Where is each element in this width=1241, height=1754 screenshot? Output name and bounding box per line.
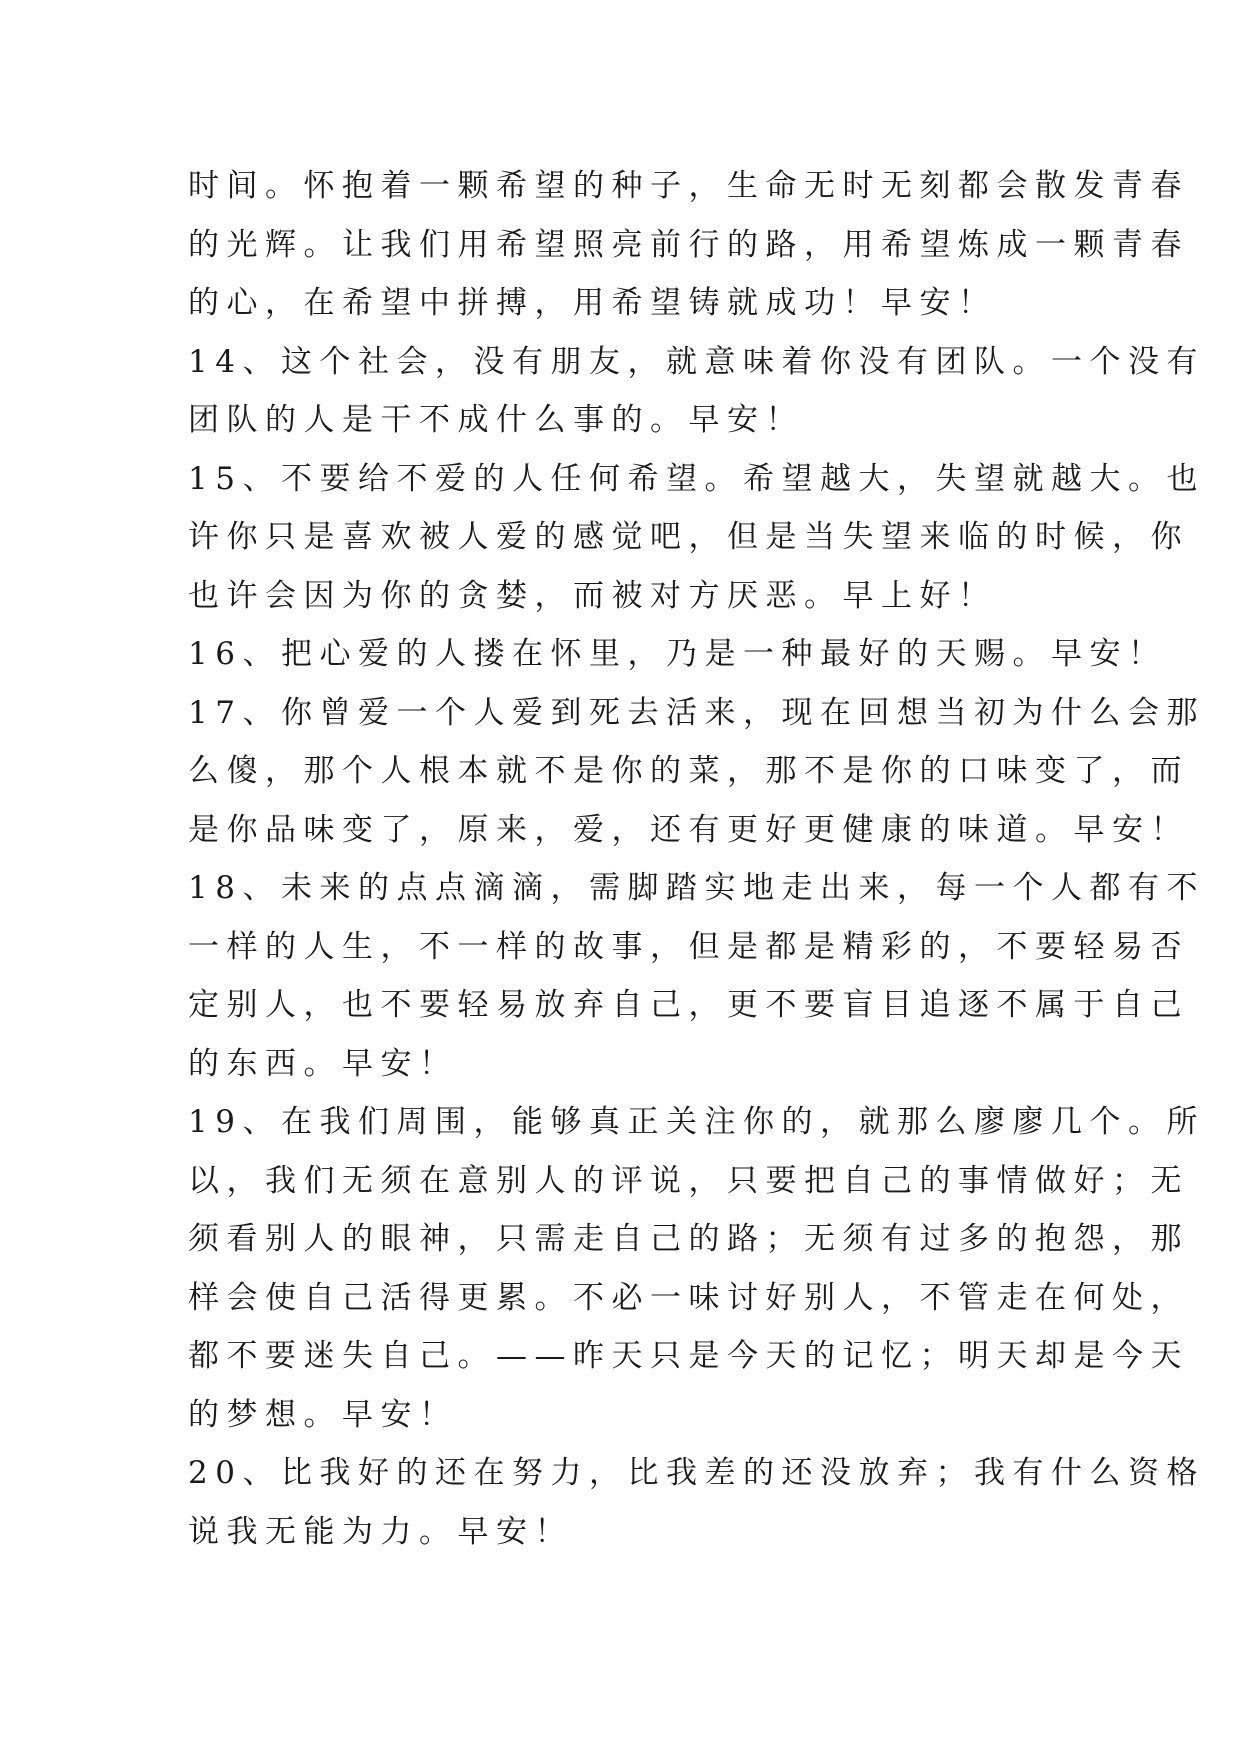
text-line: 以，我们无须在意别人的评说，只要把自己的事情做好；无 bbox=[188, 1162, 1189, 1199]
text-line: 许你只是喜欢被人爱的感觉吧，但是当失望来临的时候，你 bbox=[188, 519, 1189, 555]
text-line: 时间。怀抱着一颗希望的种子，生命无时无刻都会散发青春 bbox=[188, 168, 1189, 204]
text-line: 么傻，那个人根本就不是你的菜，那不是你的口味变了，而 bbox=[188, 753, 1189, 789]
text-line: 定别人，也不要轻易放弃自己，更不要盲目追逐不属于自己 bbox=[188, 987, 1189, 1023]
text-line: 14、这个社会，没有朋友，就意味着你没有团队。一个没有 bbox=[188, 343, 1205, 380]
text-line: 的梦想。早安！ bbox=[188, 1396, 458, 1433]
text-line: 15、不要给不爱的人任何希望。希望越大，失望就越大。也 bbox=[188, 460, 1205, 497]
text-line: 17、你曾爱一个人爱到死去活来，现在回想当初为什么会那 bbox=[188, 694, 1205, 731]
text-line: 都不要迷失自己。——昨天只是今天的记忆；明天却是今天 bbox=[188, 1338, 1189, 1374]
text-line: 的心，在希望中拼搏，用希望铸就成功！早安！ bbox=[188, 285, 997, 321]
text-line: 一样的人生，不一样的故事，但是都是精彩的，不要轻易否 bbox=[188, 928, 1189, 965]
text-line: 16、把心爱的人搂在怀里，乃是一种最好的天赐。早安！ bbox=[188, 636, 1167, 672]
text-line: 也许会因为你的贪婪，而被对方厌恶。早上好！ bbox=[188, 577, 997, 614]
text-line: 的东西。早安！ bbox=[188, 1045, 458, 1082]
text-line: 团队的人是干不成什么事的。早安！ bbox=[188, 402, 804, 438]
text-line: 18、未来的点点滴滴，需脚踏实地走出来，每一个人都有不 bbox=[188, 870, 1205, 906]
text-line: 的光辉。让我们用希望照亮前行的路，用希望炼成一颗青春 bbox=[188, 226, 1189, 263]
text-line: 样会使自己活得更累。不必一味讨好别人，不管走在何处， bbox=[188, 1279, 1189, 1316]
document-body bbox=[188, 157, 1205, 1561]
text-line: 须看别人的眼神，只需走自己的路；无须有过多的抱怨，那 bbox=[188, 1221, 1189, 1257]
text-line: 20、比我好的还在努力，比我差的还没放弃；我有什么资格 bbox=[188, 1455, 1205, 1491]
text-line: 说我无能为力。早安！ bbox=[188, 1513, 573, 1550]
text-line: 19、在我们周围，能够真正关注你的，就那么廖廖几个。所 bbox=[188, 1104, 1205, 1140]
text-line: 是你品味变了，原来，爱，还有更好更健康的味道。早安！ bbox=[188, 811, 1189, 848]
